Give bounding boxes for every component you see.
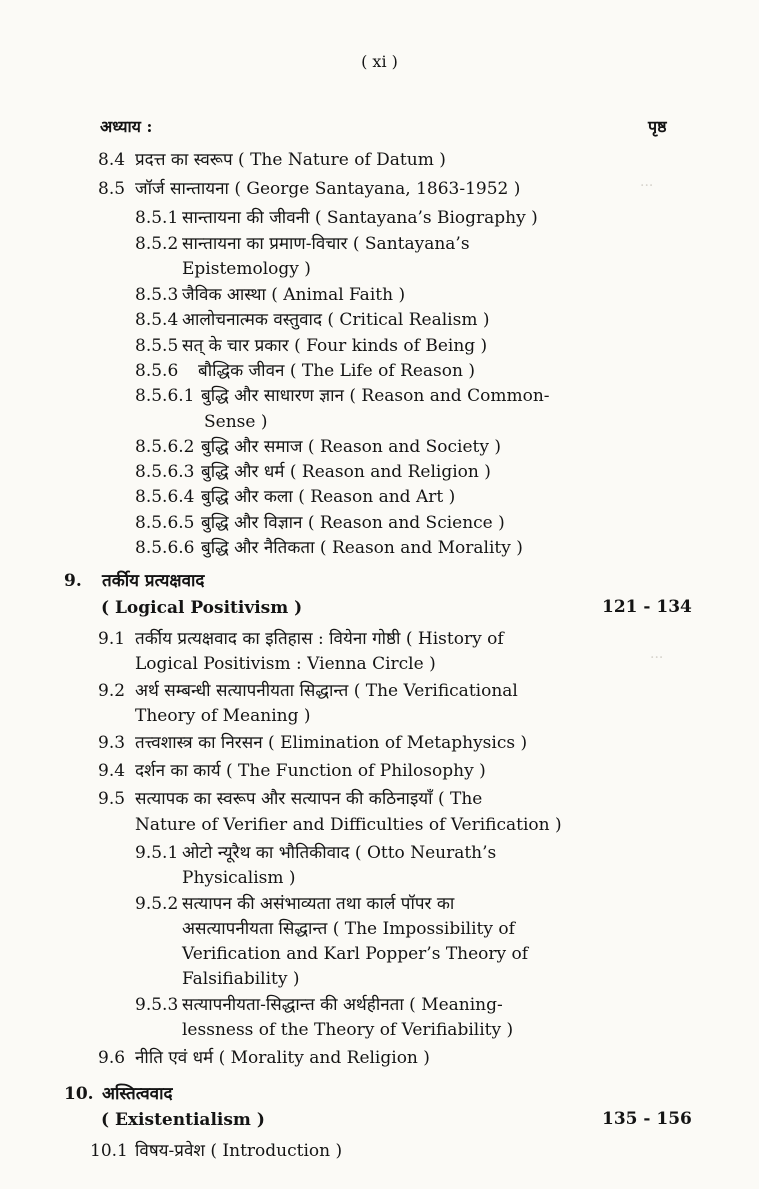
toc-entry-9-1: 9.1 तर्कीय प्रत्यक्षवाद का इतिहास : वियेना गोष्ठी ( History of [98, 629, 504, 649]
chapter-9-heading: 9. तर्कीय प्रत्यक्षवाद [64, 571, 205, 591]
toc-entry-8-5-6-2: 8.5.6.2 बुद्धि और समाज ( Reason and Society ) [135, 437, 502, 457]
chapter-10-heading: 10. अस्तित्ववाद [64, 1084, 173, 1104]
toc-entry-9-2: 9.2 अर्थ सम्बन्धी सत्यापनीयता सिद्धान्त ( The Verificational [98, 681, 518, 701]
toc-entry-8-5-4: 8.5.4 आलोचनात्मक वस्तुवाद ( Critical Realism ) [135, 310, 490, 330]
toc-entry-continuation: lessness of the Theory of Verifiability ) [182, 1020, 514, 1040]
toc-entry-10-1: 10.1 विषय-प्रवेश ( Introduction ) [90, 1141, 343, 1161]
chapter-10-title-en: ( Existentialism ) [101, 1110, 265, 1130]
chapter-9-title-en: ( Logical Positivism ) [101, 598, 303, 618]
toc-entry-continuation: Falsifiability ) [182, 969, 300, 989]
chapter-9-page-range: 121 - 134 [602, 597, 692, 617]
toc-entry-8-5-5: 8.5.5 सत् के चार प्रकार ( Four kinds of Being ) [135, 336, 488, 356]
chapter-column-header: अध्याय : [100, 117, 153, 136]
toc-entry-9-5-1: 9.5.1 ओटो न्यूरैथ का भौतिकीवाद ( Otto Neurath’s [135, 843, 497, 863]
toc-entry-9-5-2: 9.5.2 सत्यापन की असंभाव्यता तथा कार्ल पॉपर का [135, 894, 455, 914]
toc-entry-9-3: 9.3 तत्त्वशास्त्र का निरसन ( Elimination of Metaphysics ) [98, 733, 528, 753]
toc-entry-8-5-3: 8.5.3 जैविक आस्था ( Animal Faith ) [135, 285, 406, 305]
page-folio: ( xi ) [361, 52, 398, 71]
toc-entry-continuation: Physicalism ) [182, 868, 296, 888]
bleed-through-mark: ··· [650, 650, 664, 666]
toc-entry-9-5: 9.5 सत्यापक का स्वरूप और सत्यापन की कठिनाइयाँ ( The [98, 789, 483, 809]
toc-entry-continuation: असत्यापनीयता सिद्धान्त ( The Impossibility of [182, 919, 515, 939]
toc-entry-continuation: Verification and Karl Popper’s Theory of [182, 944, 529, 964]
toc-entry-8-5-6-5: 8.5.6.5 बुद्धि और विज्ञान ( Reason and Science ) [135, 513, 505, 533]
toc-entry-8-5-1: 8.5.1 सान्तायना की जीवनी ( Santayana’s Biography ) [135, 208, 538, 228]
toc-entry-continuation: Nature of Verifier and Difficulties of Verification ) [135, 815, 562, 835]
toc-entry-9-5-3: 9.5.3 सत्यापनीयता-सिद्धान्त की अर्थहीनता ( Meaning- [135, 995, 503, 1015]
toc-entry-8-5-6-1: 8.5.6.1 बुद्धि और साधारण ज्ञान ( Reason and Common- [135, 386, 550, 406]
chapter-10-page-range: 135 - 156 [602, 1109, 692, 1129]
toc-entry-8-4: 8.4 प्रदत्त का स्वरूप ( The Nature of Datum ) [98, 150, 446, 170]
toc-entry-continuation: Epistemology ) [182, 259, 311, 279]
toc-entry-continuation: Theory of Meaning ) [135, 706, 311, 726]
toc-entry-8-5-2: 8.5.2 सान्तायना का प्रमाण-विचार ( Santayana’s [135, 234, 470, 254]
toc-entry-8-5-6-4: 8.5.6.4 बुद्धि और कला ( Reason and Art ) [135, 487, 456, 507]
toc-entry-8-5-6-3: 8.5.6.3 बुद्धि और धर्म ( Reason and Religion ) [135, 462, 491, 482]
toc-entry-8-5-6: 8.5.6 बौद्धिक जीवन ( The Life of Reason ) [135, 361, 476, 381]
bleed-through-mark: ··· [640, 178, 654, 194]
toc-entry-continuation: Logical Positivism : Vienna Circle ) [135, 654, 436, 674]
page-column-header: पृष्ठ [648, 117, 667, 136]
toc-entry-9-6: 9.6 नीति एवं धर्म ( Morality and Religion ) [98, 1048, 430, 1068]
toc-entry-8-5-6-6: 8.5.6.6 बुद्धि और नैतिकता ( Reason and Morality ) [135, 538, 523, 558]
toc-entry-8-5: 8.5 जॉर्ज सान्तायना ( George Santayana, 1863-1952 ) [98, 179, 521, 199]
toc-entry-9-4: 9.4 दर्शन का कार्य ( The Function of Philosophy ) [98, 761, 486, 781]
toc-entry-continuation: Sense ) [204, 412, 268, 432]
